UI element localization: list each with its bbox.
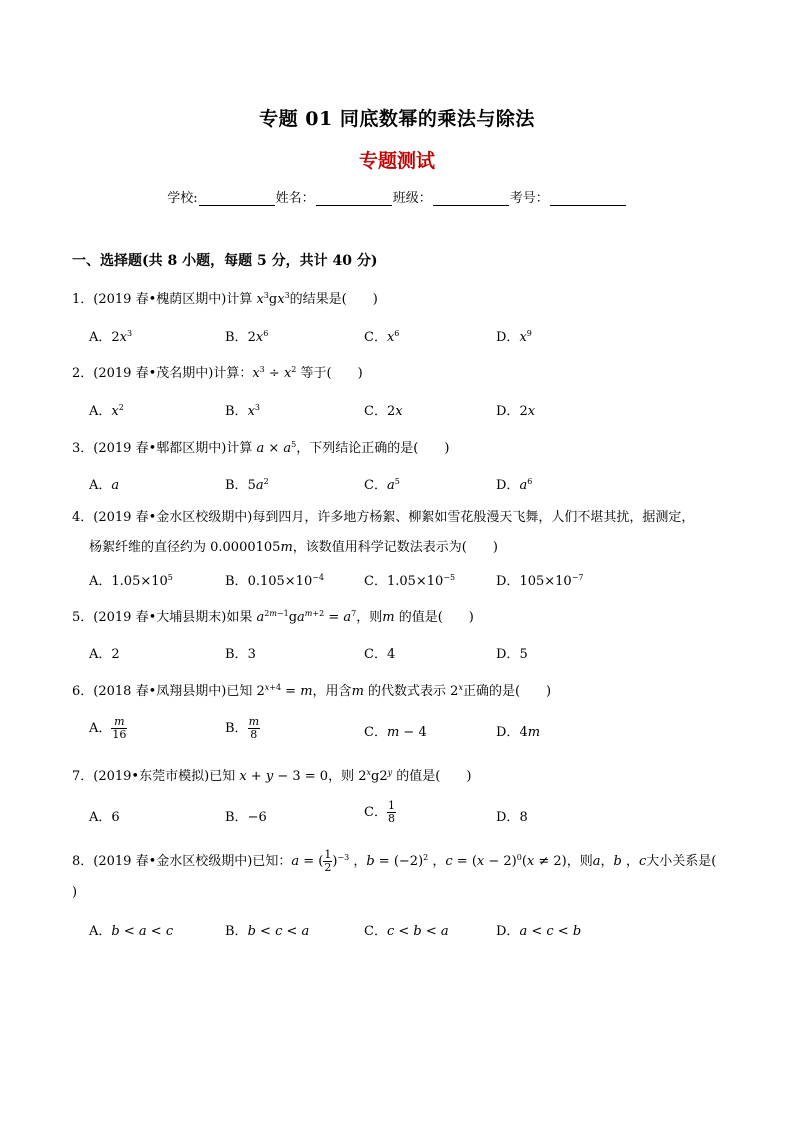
info-class-label: 班级： [392, 191, 432, 206]
question-source: (2019 春•郫都区期中) [93, 441, 227, 456]
fraction: $\frac{m}{16}$ [112, 715, 127, 741]
page-title: 专题 01 同底数幂的乘法与除法 [259, 108, 535, 130]
option-d[interactable]: D．5 [496, 647, 528, 662]
fraction: $\frac{m}{8}$ [248, 715, 259, 741]
question-4-line-2: 杨絮纤维的直径约为 0.0000105m，该数值用科学记数法表示为( ) [89, 540, 498, 555]
option-c[interactable]: C．m − 4 [364, 725, 427, 740]
page-subtitle: 专题测试 [358, 150, 435, 172]
option-c[interactable]: C．$x^6$ [364, 329, 400, 345]
question-3: 3．(2019 春•郫都区期中)计算 $a \times a^5$，下列结论正确的是( ) [72, 440, 450, 456]
option-c[interactable]: C．2x [364, 404, 403, 419]
option-c[interactable]: C．4 [364, 647, 396, 662]
info-school-label: 学校: [167, 191, 198, 206]
option-b[interactable]: B．3 [225, 647, 256, 662]
option-a[interactable]: A．$1.05\times 10^5$ [89, 573, 173, 589]
question-4: 4．(2019 春•金水区校级期中)每到四月，许多地方杨絮、柳絮如雪花般漫天飞舞，人们不堪其扰，据测定， [72, 510, 695, 525]
option-a[interactable]: A．$2x^3$ [89, 329, 133, 345]
option-d[interactable]: D．4m [496, 725, 541, 740]
math-expression: $a \times a^5$ [256, 440, 297, 456]
student-info-line [0, 187, 794, 206]
class-blank [433, 192, 509, 206]
option-d[interactable]: D．8 [496, 810, 528, 825]
option-b[interactable]: B． $\frac{m}{8}$ [225, 715, 259, 741]
info-name-label: 姓名： [275, 191, 315, 206]
question-source: (2019 春•大埔县期末) [93, 610, 227, 625]
question-2: 2．(2019 春•茂名期中)计算：$x^3 \div x^2$ 等于( ) [72, 365, 363, 381]
option-a[interactable]: A．$x^2$ [89, 403, 124, 419]
option-c[interactable]: C．$a^5$ [364, 477, 400, 493]
info-exam-number-label: 考号： [509, 191, 549, 206]
question-source: (2019•东莞市模拟) [93, 769, 210, 784]
question-source: (2019 春•槐荫区期中) [93, 292, 227, 307]
option-b[interactable]: B．b < c < a [225, 924, 310, 939]
math-expression: a = ( $\frac{1}{2}$ )$^{-3}$ ，$b = (-2)^2$ ，$c = (x - 2)^0(x \ne 2)$ [291, 848, 567, 874]
option-b[interactable]: B．$x^3$ [225, 403, 260, 419]
option-c[interactable]: C．c < b < a [364, 924, 449, 939]
option-a[interactable]: A．6 [89, 810, 120, 825]
question-source: (2019 春•金水区校级期中) [93, 854, 253, 869]
option-d[interactable]: D．$105\times 10^{-7}$ [496, 573, 584, 589]
option-a[interactable]: A．b < a < c [89, 924, 174, 939]
option-d[interactable]: D．2x [496, 404, 536, 419]
option-d[interactable]: D．$a^6$ [496, 477, 533, 493]
question-8-line-2: ) [72, 885, 78, 900]
question-7: 7．(2019•东莞市模拟)已知 x + y − 3 = 0，则 2$^x$g2$^y$ 的值是( ) [72, 768, 472, 784]
option-d[interactable]: D．$x^9$ [496, 329, 532, 345]
math-expression: $x^3gx^3$ [256, 291, 290, 307]
question-5: 5．(2019 春•大埔县期末)如果 $a^{2m-1}ga^{m+2} = a^7$，则m 的值是( ) [72, 609, 474, 625]
option-c[interactable]: C．$1.05\times 10^{-5}$ [364, 573, 456, 589]
math-expression: $2^{x+4} = m$ [256, 683, 313, 699]
math-expression: $a^{2m-1}ga^{m+2} = a^7$ [256, 609, 357, 625]
math-expression: $x^3 \div x^2$ [252, 365, 297, 381]
option-b[interactable]: B．$5a^2$ [225, 477, 269, 493]
question-6: 6．(2018 春•凤翔县期中)已知 $2^{x+4} = m$，用含m 的代数式表示 2$^x$正确的是( ) [72, 683, 552, 699]
exam-number-blank [550, 192, 626, 206]
question-source: (2019 春•茂名期中) [93, 366, 214, 381]
question-8: 8．(2019 春•金水区校级期中)已知：a = ( $\frac{1}{2}$ )$^{-3}$ ，$b = (-2)^2$ ，$c = (x - 2)^0(x \ne 2)$，则a，b ，c大小关系是( [72, 848, 717, 874]
option-b[interactable]: B．−6 [225, 810, 267, 825]
question-source: (2019 春•金水区校级期中) [93, 510, 253, 525]
math-expression: x + y − 3 = 0 [239, 769, 329, 784]
section-heading: 一、选择题(共 8 小题，每题 5 分，共计 40 分) [72, 253, 378, 269]
option-b[interactable]: B．$2x^6$ [225, 329, 269, 345]
option-a[interactable]: A． $\frac{m}{16}$ [89, 715, 127, 741]
option-b[interactable]: B．$0.105\times 10^{-4}$ [225, 573, 325, 589]
option-a[interactable]: A．a [89, 478, 120, 493]
option-c[interactable]: C． $\frac{1}{8}$ [364, 799, 395, 825]
option-a[interactable]: A．2 [89, 647, 120, 662]
fraction: $\frac{1}{8}$ [387, 799, 395, 825]
school-blank [199, 192, 275, 206]
question-source: (2018 春•凤翔县期中) [93, 684, 227, 699]
option-d[interactable]: D．a < c < b [496, 924, 582, 939]
name-blank [316, 192, 392, 206]
question-1: 1．(2019 春•槐荫区期中)计算 $x^3gx^3$的结果是( ) [72, 291, 378, 307]
